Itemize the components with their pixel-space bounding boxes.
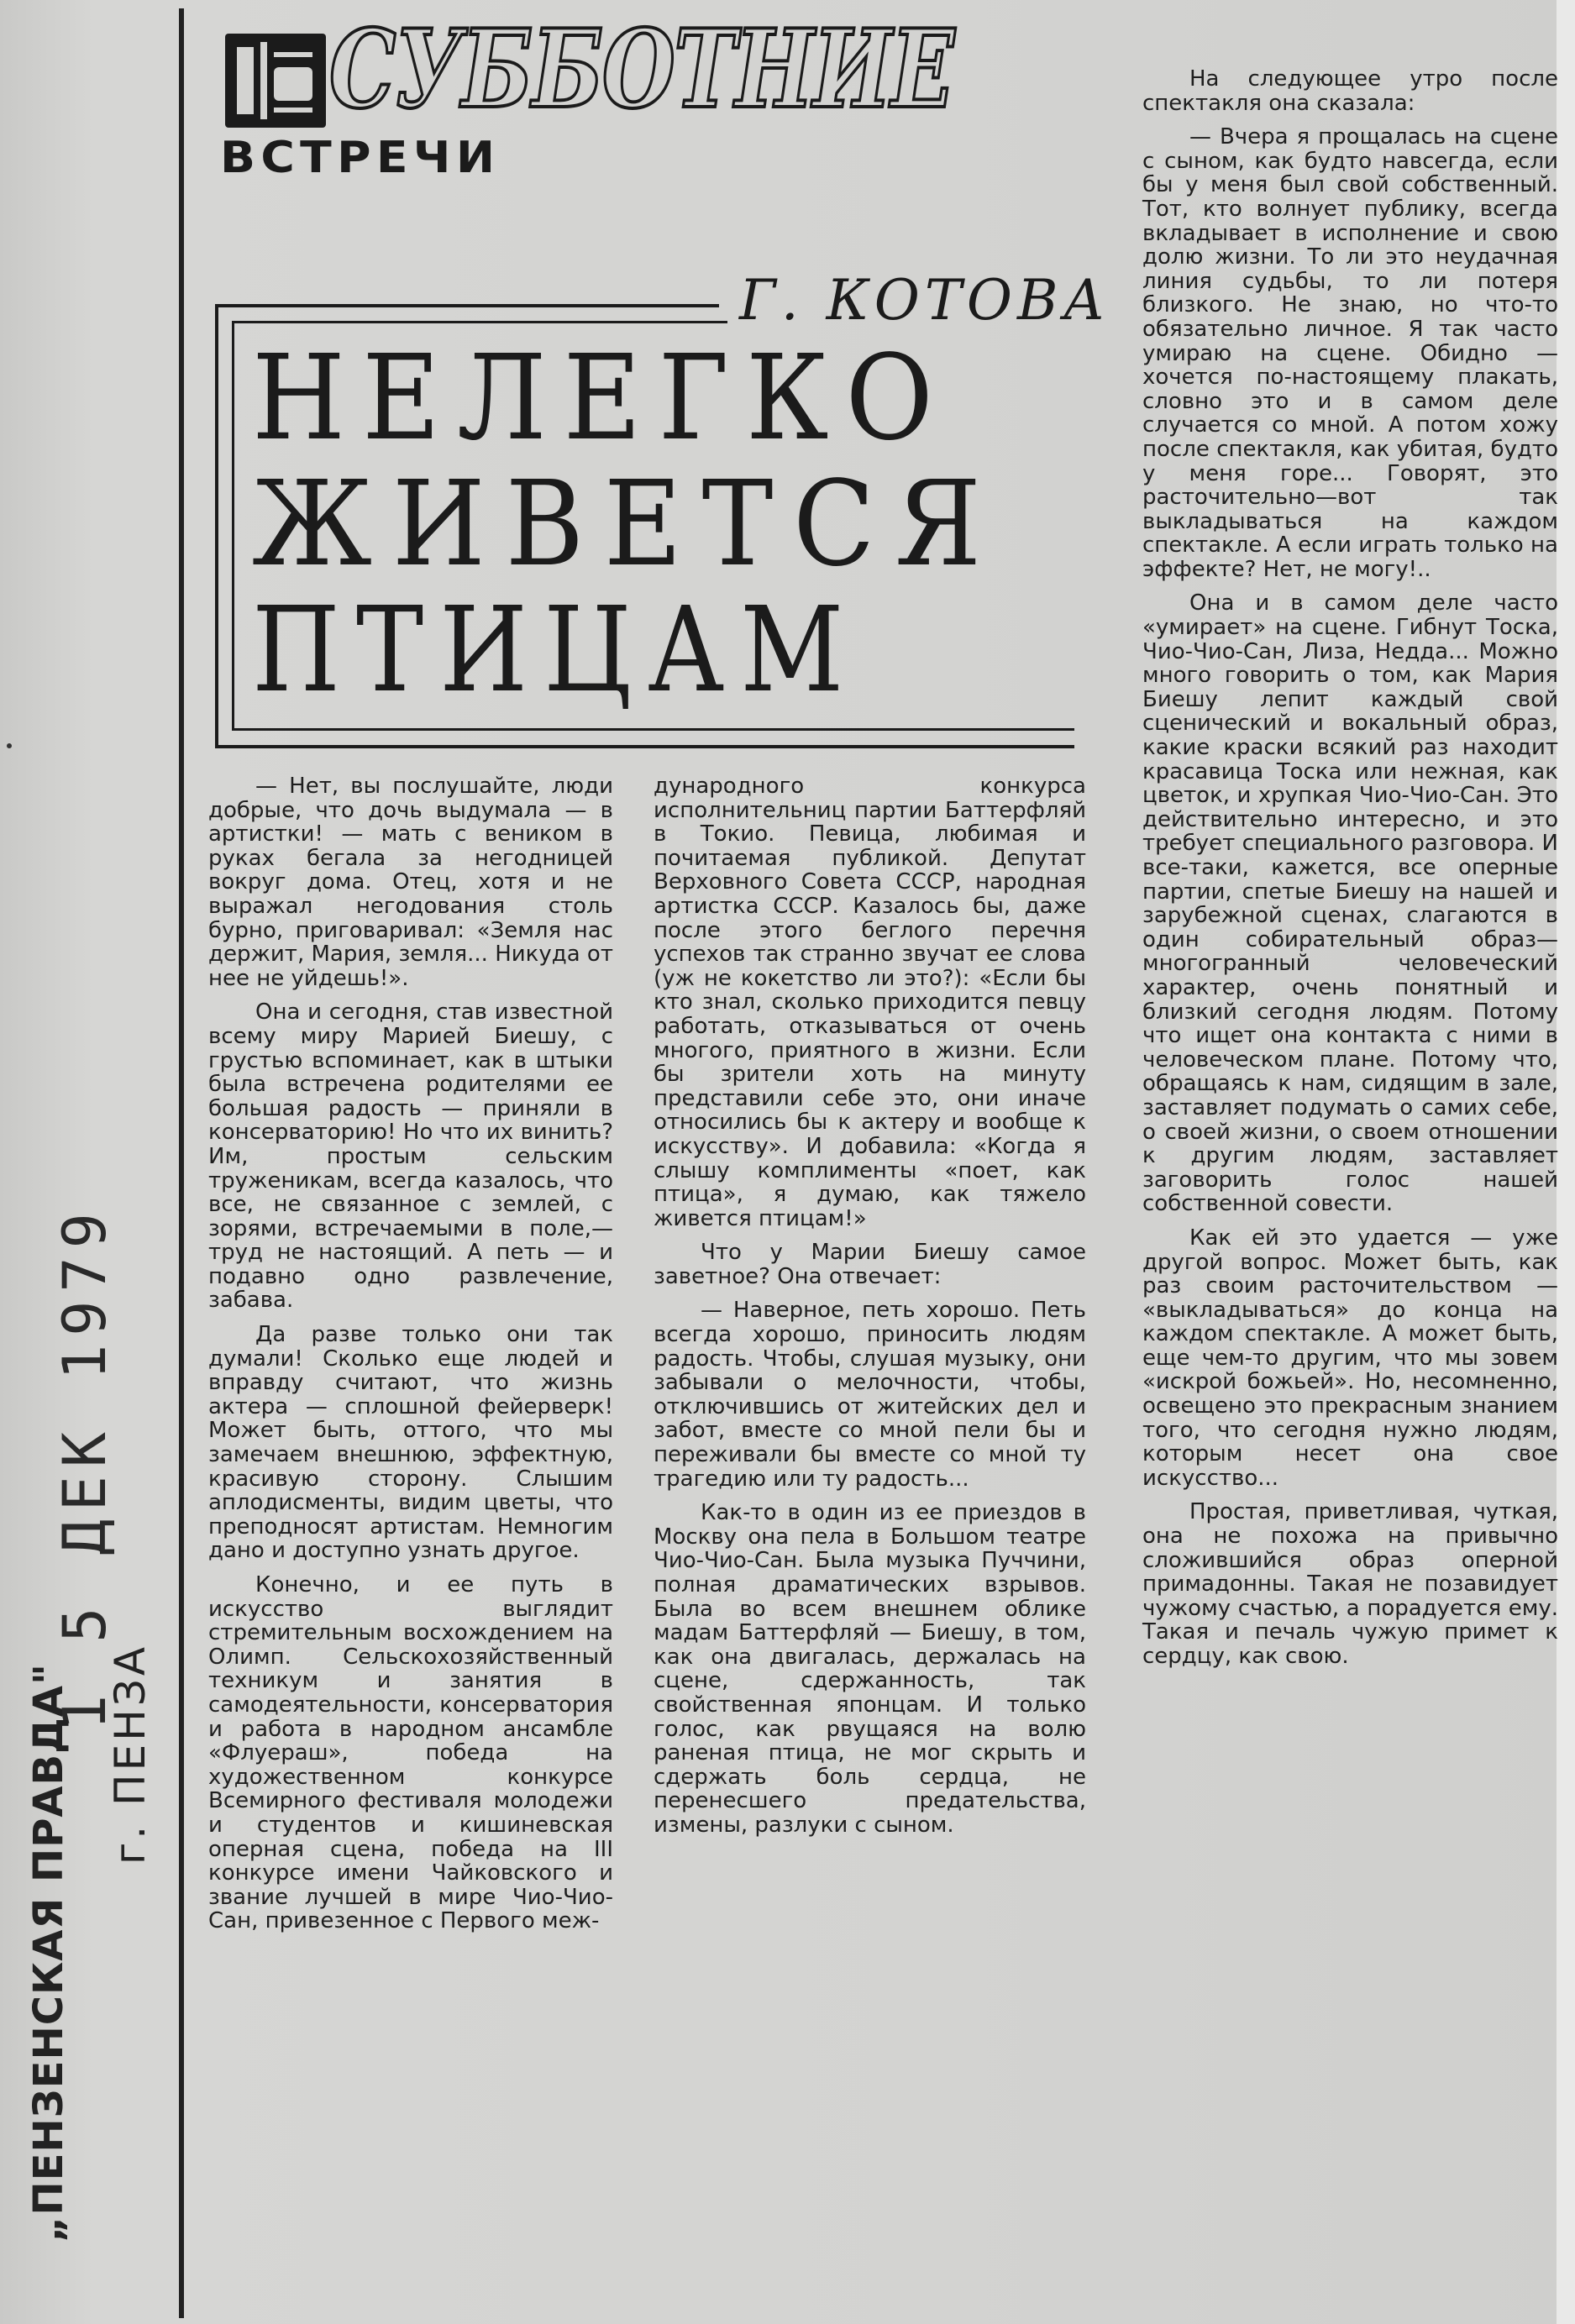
paragraph: Конечно, и ее путь в искусство выглядит стремительным восхождением на Олимп. Сельскохозяйственный техникум и занятия в самодеятельности, консерватория и работа в народном ансамбле «Флуераш», победа на художественном конкурсе Всемирного фестиваля молодежи и студентов и кишиневская оперная сцена, победа на III конкурсе имени Чайковского и звание лучшей в мире Чио-Чио-Сан, привезенное с Первого меж-	[208, 1572, 613, 1934]
margin-rule	[179, 8, 184, 2318]
theatre-emblem-icon	[225, 34, 326, 128]
date-stamp: 1 5 ДЕК 1979	[50, 1204, 119, 1730]
paragraph: Простая, приветливая, чуткая, она не похожа на привычно сложившийся образ оперной примадонны. Такая не позавидует чужому счастью, а порадуется ему. Такая и печаль чужую примет к сердцу, как свою.	[1142, 1499, 1558, 1669]
author-byline: Г. КОТОВА	[739, 268, 1110, 333]
paragraph: — Наверное, петь хорошо. Петь всегда хорошо, приносить людям радость. Чтобы, слушая музыку, они забывали о мелочности, чтобы, отключившись от житейских дел и забот, вместе со мной пели бы и переживали бы вместе со мной ту трагедию или ту радость...	[654, 1298, 1086, 1492]
headline-line-1: НЕЛЕГКО	[252, 330, 950, 467]
paragraph: дународного конкурса исполнительниц партии Баттерфляй в Токио. Певица, любимая и почитаемая публикой. Депутат Верховного Совета СССР, народная артистка СССР. Казалось бы, даже после этого беглого перечня успехов так странно звучат ее слова (уж не кокетство ли это?): «Если бы кто знал, сколько приходится певцу работать, отказываться от очень многого, приятного в жизни. Если бы зрители хоть на минуту представили себе это, они иначе относились бы к актеру и вообще к искусству». И добавила: «Когда я слышу комплименты «поет, как птица», я думаю, как тяжело живется птицам!»	[654, 774, 1086, 1231]
byline-rule-inner	[232, 321, 727, 323]
paragraph: Как-то в один из ее приездов в Москву она пела в Большом театре Чио-Чио-Сан. Была музыка Пуччини, полная драматических взрывов. Была во всем внешнем облике мадам Баттерфляй — Биешу, в том, как она двигалась, держалась на сцене, сдержанность, так свойственная японцам. И только голос, как рвущаяся на волю раненая птица, не мог скрыть и сдержать боль сердца, не перенесшего предательства, измены, разлуки с сыном.	[654, 1500, 1086, 1838]
ink-dot	[7, 743, 12, 748]
byline-rule	[215, 304, 719, 307]
rubric-subtitle: ВСТРЕЧИ	[220, 133, 501, 183]
paragraph: — Нет, вы послушайте, люди добрые, что дочь выдумала — в артистки! — мать с веником в руках бегала за негодницей вокруг дома. Отец, хотя и не выражал негодования столь бурно, приговаривал: «Земля нас держит, Мария, земля... Никуда от нее не уйдешь!».	[208, 774, 613, 991]
city-stamp: г. ПЕНЗА	[106, 1643, 155, 1865]
rubric-title: СУББОТНИЕ	[329, 7, 954, 133]
paragraph: Она и в самом деле часто «умирает» на сцене. Гибнут Тоска, Чио-Чио-Сан, Лиза, Недда... Можно много говорить о том, как Мария Биешу лепит каждый свой сценический и вокальный образ, какие краски всякий раз находит красавица Тоска или нежная, как цветок, и хрупкая Чио-Чио-Сан. Это действительно интересно, и это требует специального разговора. И все-таки, кажется, все оперные партии, спетые Биешу на нашей и зарубежной сценах, слагаются в один собирательный образ—многогранный человеческий характер, очень понятный и близкий сегодня людям. Потому что ищет она контакта с ними в человеческом плане. Потому что, обращаясь к нам, сидящим в зале, заставляет подумать о самих себе, о своей жизни, о своем отношении к другим людям, заставляет заговорить голос нашей собственной совести.	[1142, 590, 1558, 1217]
paper-edge	[1557, 0, 1575, 2324]
paragraph: Как ей это удается — уже другой вопрос. Может быть, как раз своим расточительством — «выкладываться» до конца на каждом спектакле. А может быть, еще чем-то другим, что мы зовем «искрой божьей». Но, несомненно, освещено это прекрасным знанием того, что сегодня нужно людям, которым несет она свое искусство...	[1142, 1225, 1558, 1491]
paragraph: На следующее утро после спектакля она сказала:	[1142, 66, 1558, 116]
paragraph: Да разве только они так думали! Сколько еще людей и вправду считают, что жизнь актера — сплошной фейерверк! Может быть, оттого, что мы замечаем внешнюю, эффектную, красивую сторону. Слышим аплодисменты, видим цветы, что преподносят артистам. Немногим дано и доступно узнать другое.	[208, 1322, 613, 1564]
article-column-2	[654, 774, 1086, 1838]
paragraph: — Вчера я прощалась на сцене с сыном, как будто навсегда, если бы у меня был свой собственный. Тот, кто волнует публику, всегда вкладывает в исполнение и свою долю жизни. То ли это неудачная линия судьбы, то ли потеря близкого. Не знаю, но что-то обязательно личное. Я так часто умираю на сцене. Обидно — хочется по-настоящему плакать, словно это и в самом деле случается со мной. А потом хожу после спектакля, как убитая, будто у меня горе... Говорят, это расточительно—вот так выкладываться на каждом спектакле. А если играть только на эффекте? Нет, не могу!..	[1142, 124, 1558, 582]
newspaper-name-stamp: „ПЕНЗЕНСКАЯ ПРАВДА"	[25, 1662, 72, 2243]
article-column-3	[1142, 67, 1558, 1669]
paragraph: Она и сегодня, став известной всему миру Марией Биешу, с грустью вспоминает, как в штыки была встречена родителями ее большая радость — приняли в консерваторию! Но что их винить? Им, простым сельским труженикам, всегда казалось, что все, не связанное с землей, с зорями, встречаемыми в поле,—труд не настоящий. А петь — и подавно одно развлечение, забава.	[208, 999, 613, 1314]
paragraph: Что у Марии Биешу самое заветное? Она отвечает:	[654, 1240, 1086, 1289]
article-column-1	[208, 774, 613, 1933]
headline-line-2: ЖИВЕТСЯ	[252, 456, 1001, 593]
headline-line-3: ПТИЦАМ	[252, 582, 860, 719]
